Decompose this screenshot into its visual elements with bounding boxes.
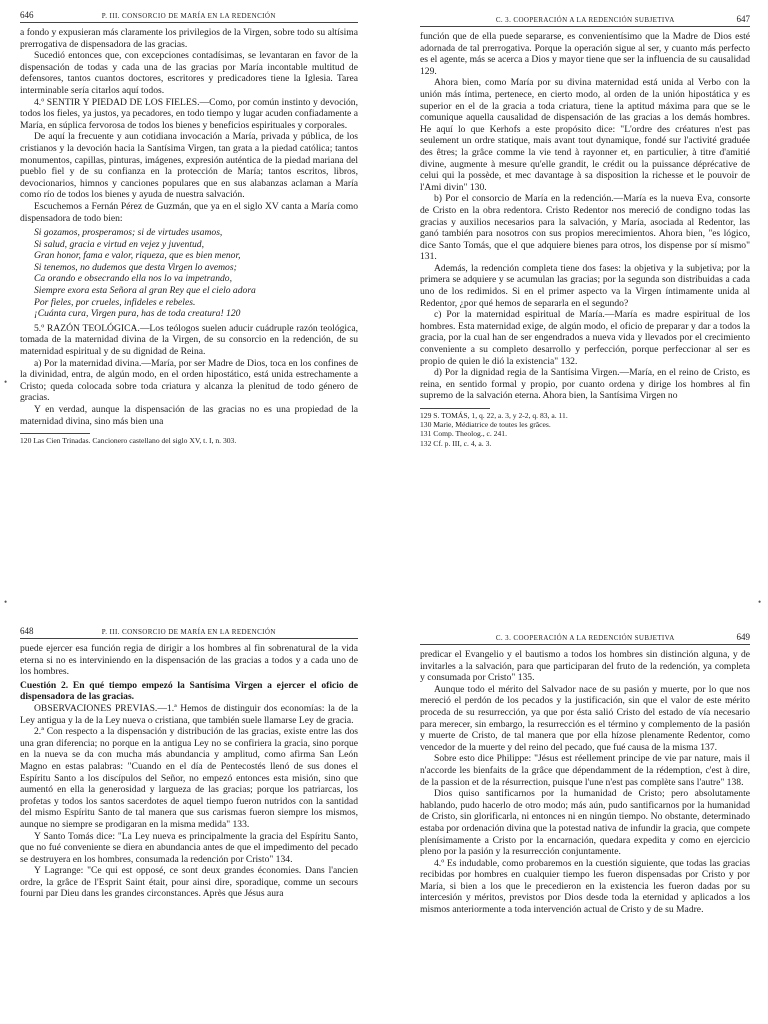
footnote-rule	[420, 408, 490, 409]
paragraph: Aunque todo el mérito del Salvador nace de su pasión y muerte, por lo que nos mereció el perdón de los pecados y la justificación, sin que el valor de este mérito proceda de su resurrección, ya que por ésta salió Cristo del estado de vía necesario para merecer, sin embargo, la resurrección es el término y complemento de la pasión y muerte de Cristo, de tal manera que por ella hízose plenamente Redentor, como vencedor de la muerte y del reino del pecado, que fué causa de la misma 137.	[420, 683, 750, 753]
paragraph: Y en verdad, aunque la dispensación de las gracias no es una propiedad de la maternidad divina, sino más bien una	[20, 404, 358, 427]
running-header	[20, 10, 358, 23]
header-title: P. III. CONSORCIO DE MARÍA EN LA REDENCIÓN	[101, 12, 276, 20]
poem-line: Si gozamos, prosperamos; si de virtudes usamos,	[34, 227, 223, 239]
poem-line: Ca orando e obsecrando ella nos lo va impetrando,	[34, 273, 232, 285]
paragraph: Escuchemos a Fernán Pérez de Guzmán, que ya en el siglo XV canta a María como dispensadora de todo bien:	[20, 200, 358, 224]
footnote: 131 Comp. Theolog., c. 241.	[420, 429, 507, 439]
paragraph: 4.º Es indudable, como probaremos en la cuestión siguiente, que todas las gracias recibidas por hombres en cualquier tiempo les fueron dispensadas por Cristo y por María, si bien a los que le precedieron en la existencia les fueron dadas por su intercesión y méritos, previstos por Dios desde toda la eternidad y aplicados a los mismos anteriormente a toda intervención actual de Cristo y de su Madre.	[420, 857, 750, 916]
footnotes	[20, 431, 358, 445]
page-648	[20, 626, 358, 1024]
paragraph: puede ejercer esa función regia de dirigir a los hombres al fin sobrenatural de la vida eterna si no es interviniendo en la dispensación de las gracias a todos y a cada uno de los hombres.	[20, 643, 358, 678]
paragraph: Sucedió entonces que, con excepciones contadísimas, se levantaran en favor de la dispensación de todas y cada una de las gracias por María incontable multitud de defensores, tantos cuantos doctores, escritores y predicadores tiene la Iglesia. Tarea interminable sería citarlos aquí todos.	[20, 50, 358, 96]
footnote: 132 Cf. p. III, c. 4, a. 3.	[420, 438, 492, 448]
page-body	[20, 643, 358, 900]
paragraph: De aquí la frecuente y aun cotidiana invocación a María, privada y pública, de los cristianos y la devoción hacia la Santísima Virgen, tan grata a la piedad católica; tantos monumentos, capillas, pinturas, imágenes, expresión auténtica de la piedad mariana del pueblo fiel y de su confianza en la protección de María; tantos escritos, libros, devocionarios, himnos y canciones populares que en sus alabanzas aclaman a María como río de todos los bienes y ayuda de nuestra salvación.	[20, 131, 358, 201]
footnote-rule	[20, 433, 90, 434]
paragraph: Ahora bien, como María por su divina maternidad está unida al Verbo con la unión más íntima, pertenece, en cierto modo, al orden de la unión hipostática y es superior en el de la gracia a toda criatura, tiene la aptitud máxima para que se le comunique aquella causalidad de dispensación de las gracias a los demás hombres. He aquí lo que Kerhofs a este propósito dice: "L'ordre des créatures n'est pas seulement un ordre statique, mais avant tout dynamique, fondé sur l'activité graduée des êtres; la grâce comme la vie tend à rayonner et, en particulier, à titre d'amitié divine, augmente à mesure qu'elle grandit, le crédit ou la puissance déprécative de celui qui la possède, et mec davantage à sa disposition la richesse et le pouvoir de l'Ami divin" 130.	[420, 77, 750, 193]
paragraph: función que de ella puede separarse, es convenientísimo que la Madre de Dios esté adornada de tal prerrogativa. Porque la operación sigue al ser, y cuanto más perfecto es el agente, más se acerca a Dios y mayor tiene que ser la influencia de su causalidad 129.	[420, 31, 750, 77]
page-number: 646	[20, 10, 34, 20]
section-heading: Cuestión 2. En qué tiempo empezó la Santísima Virgen a ejercer el oficio de dispensadora de las gracias.	[20, 679, 358, 703]
paragraph: predicar el Evangelio y el bautismo a todos los hombres sin distinción alguna, y de invitarles a la salvación, para que participaran del fruto de la redención, ya completa y consumada por Cristo" 135.	[420, 649, 750, 684]
paragraph: b) Por el consorcio de María en la redención.—María es la nueva Eva, consorte de Cristo en la obra redentora. Cristo Redentor nos mereció de condigno todas las gracias y auxilios necesarios para la salvación, y María, asociada al Redentor, las ganó también para nosotros con sus propios merecimientos. Ahora bien, "es lógico, dice Santo Tomás, que el que adquiere bienes para otros, los dispense por sí mismo" 131.	[420, 193, 750, 263]
paragraph: Además, la redención completa tiene dos fases: la objetiva y la subjetiva; por la primera se adquiere y se acumulan las gracias; por la segunda son distribuidas a cada uno de los redimidos. Si en el primer aspecto va la Virgen íntimamente unida al Redentor, ¿por qué hemos de separarla en el segundo?	[420, 262, 750, 309]
running-header	[20, 626, 358, 639]
poem-line: Si tenemos, no dudemos que desta Virgen lo avemos;	[34, 261, 237, 273]
paragraph: 2.ª Con respecto a la dispensación y distribución de las gracias, existe entre las dos una gran diferencia; no porque en la antigua Ley no se confiriera la gracia, sino porque en la nueva se da con mucha más abundancia y amplitud, como afirma San León Magno en estas palabras: "Cuando en el día de Pentecostés llenó de sus dones el Espíritu Santo a los discípulos del Señor, no empezó entonces esta misión, sino que aumentó en ella la generosidad y largueza de las gracias; porque los patriarcas, los profetas y todos los santos sacerdotes de aquel tiempo fueron nutridos con la santidad del mismo Espíritu Santo de tal manera que sus carismas fueron siempre los mismos, aunque no siempre se prodigaran en la misma medida" 133.	[20, 726, 358, 830]
paragraph: a fondo y expusieran más claramente los privilegios de la Virgen, sobre todo su altísima prerrogativa de dispensadora de las gracias.	[20, 27, 358, 50]
footnote: 130 Marie, Médiatrice de toutes les grâces.	[420, 420, 551, 430]
paragraph: c) Por la maternidad espiritual de María.—María es madre espiritual de los hombres. Esta maternidad exige, de algún modo, el oficio de preparar y dar a todos la gracia, por la cual han de ser engendrados a nueva vida y llevados por el crecimiento conveniente a su completo desarrollo y perfección, porque perfeccionar al ser es propio de quien le dió la existencia" 132.	[420, 309, 750, 367]
page-body	[20, 27, 358, 427]
paragraph: 5.º RAZÓN TEOLÓGICA.—Los teólogos suelen aducir cuádruple razón teológica, tomada de la maternidad divina de la Virgen, de su consorcio en la redención, de su maternidad espiritual y de su dignidad de Reina.	[20, 322, 358, 358]
poem-line: Por fieles, por crueles, infideles e rebeles.	[34, 296, 196, 308]
header-title: P. III. CONSORCIO DE MARÍA EN LA REDENCIÓN	[101, 628, 276, 636]
page-649	[420, 632, 750, 1024]
poem-line: Si salud, gracia e virtud en vejez y juventud,	[34, 238, 204, 250]
margin-mark: •	[758, 597, 762, 607]
poem-line: Gran honor, fama e valor, riqueza, que es bien menor,	[34, 250, 241, 262]
paragraph: OBSERVACIONES PREVIAS.—1.ª Hemos de distinguir dos economías: la de la Ley antigua y la de la Ley nueva o cristiana, que también suele llamarse Ley de gracia.	[20, 702, 358, 726]
page-647	[420, 14, 750, 604]
page-body	[420, 649, 750, 916]
running-header	[420, 14, 750, 27]
header-title: C. 3. COOPERACIÓN A LA REDENCIÓN SUBJETIVA	[495, 16, 675, 24]
page-646	[20, 10, 358, 600]
paragraph: d) Por la dignidad regia de la Santísima Virgen.—María, en el reino de Cristo, es reina, en sentido formal y propio, por cuanto ordena y dirige los hombres al fin supremo de la salvación eterna. Ahora bien, la Santísima Virgen no	[420, 367, 750, 402]
paragraph: Y Santo Tomás dice: "La Ley nueva es principalmente la gracia del Espíritu Santo, que no fué conveniente se diera en abundancia antes de que el impedimento del pecado se destruyera en los hombres, consumada la redención por Cristo" 134.	[20, 830, 358, 865]
footnote: 129 S. TOMÁS, 1, q. 22, a. 3, y 2-2, q. 83, a. 11.	[420, 411, 568, 420]
paragraph: Sobre esto dice Philippe: "Jésus est réellement principe de vie par nature, mais il n'accorde les bienfaits de la grâce que dépendamment de la rédemption, c'est à dire, de la passion et de la résurrection, puisque l'une n'est pas complète sans l'autre" 138.	[420, 753, 750, 788]
margin-mark: •	[4, 597, 8, 607]
page-body	[420, 31, 750, 402]
paragraph: a) Por la maternidad divina.—María, por ser Madre de Dios, toca en los confines de la divinidad, entra, de algún modo, en el orden hipostático, está unida estrechamente a Cristo; queda colocada sobre toda criatura y alcanza la plenitud de todo género de gracias.	[20, 357, 358, 404]
running-header	[420, 632, 750, 645]
footnotes	[420, 406, 750, 448]
page-number: 649	[736, 632, 750, 642]
paragraph: Y Lagrange: "Ce qui est opposé, ce sont deux grandes économies. Dans l'ancien ordre, la grâce de l'Esprit Saint était, pour ainsi dire, sporadique, comme un secours fourni par Dieu dans les grandes circonstances. Après que Jésus aura	[20, 865, 358, 900]
margin-mark: •	[4, 377, 8, 387]
paragraph: Dios quiso santificarnos por la humanidad de Cristo; pero absolutamente hablando, pudo hacerlo de otro modo; más aún, pudo santificarnos por la humanidad de Cristo, sin glorificarla, ni entonces ni en ningún tiempo. No obstante, determinado estaba por ordenación divina que la potestad nativa de infundir la gracia, que compete plenísimamente a Cristo por la encarnación, quedara expedita y como en ejercicio pleno por la pasión y la resurrección conjuntamente.	[420, 788, 750, 858]
header-title: C. 3. COOPERACIÓN A LA REDENCIÓN SUBJETIVA	[495, 634, 675, 642]
poem-line: ¡Cuánta cura, Virgen pura, has de toda creatura! 120	[34, 308, 241, 320]
page-number: 647	[736, 14, 750, 24]
poem-quote	[34, 227, 358, 320]
page-number: 648	[20, 626, 34, 636]
poem-line: Siempre exora esta Señora al gran Rey que el cielo adora	[34, 285, 256, 297]
paragraph: 4.º SENTIR Y PIEDAD DE LOS FIELES.—Como, por común instinto y devoción, todos los fieles, ya justos, ya pecadores, en todo tiempo y lugar acuden confiadamente a María, en súplica fervorosa de todos los bienes y beneficios espirituales y corporales.	[20, 96, 358, 131]
footnote: 120 Las Cien Trinadas. Cancionero castellano del siglo XV, t. I, n. 303.	[20, 436, 237, 446]
